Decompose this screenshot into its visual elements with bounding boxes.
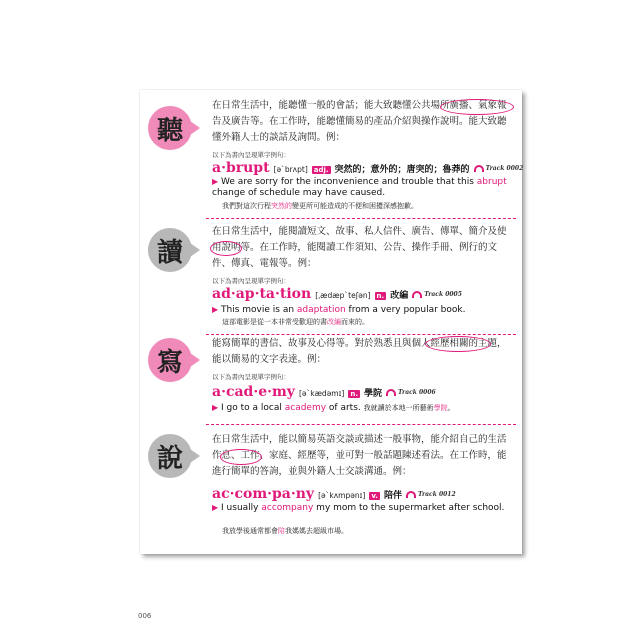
vocab-entry — [212, 486, 456, 502]
example-hint: 以下為書內呈現單字例句： — [212, 277, 290, 285]
audio-track[interactable]: Track 0005 — [412, 291, 462, 298]
section-divider — [206, 218, 516, 219]
part-of-speech: adj. — [313, 166, 329, 174]
badge-pointer — [190, 449, 200, 463]
skill-description: 在日常生活中，能以簡易英語交談或描述一般事物，能介紹自己的生活作息、工作、家庭、經歷等，並可對一般話題陳述看法。在工作時，能進行簡單的答詢，並與外籍人士交談溝通。例： — [212, 434, 507, 477]
part-of-speech: n. — [376, 292, 385, 300]
vocab-entry — [212, 286, 462, 302]
badge-pointer — [190, 243, 200, 257]
example-translation: 我放學後通常都會陪我媽媽去超級市場。 — [222, 527, 348, 535]
headphones-icon — [412, 291, 422, 298]
phonetic: [əˋbrʌpt] — [273, 165, 308, 174]
skill-badge-read: 讀 — [148, 228, 192, 272]
vocab-word: a·cad·e·my — [212, 384, 295, 400]
part-of-speech: n. — [350, 390, 358, 398]
vocab-word: ac·com·pa·ny — [212, 486, 315, 502]
meaning: 陪伴 — [383, 491, 402, 501]
skill-description: 能寫簡單的書信、故事及心得等。對於熟悉且與個人經歷相關的主題，能以簡易的文字表達。例： — [212, 338, 507, 365]
headphones-icon — [406, 491, 416, 498]
example-sentence: ▶ I usually accompany my mom to the supermarket after school. — [212, 503, 505, 513]
page-number: 006 — [138, 612, 152, 620]
audio-track[interactable]: Track 0012 — [406, 491, 456, 498]
headphones-icon — [386, 389, 396, 396]
headphones-icon — [474, 165, 484, 172]
highlight-circle — [425, 336, 491, 352]
vocab-entry — [212, 384, 436, 400]
badge-pointer — [190, 353, 200, 367]
example-hint: 以下為書內呈現單字例句： — [212, 373, 290, 381]
audio-track[interactable]: Track 0002 — [474, 165, 524, 172]
skill-badge-write: 寫 — [148, 338, 192, 382]
skill-description: 在日常生活中，能閱讀短文、故事、私人信件、廣告、傳單、簡介及使用說明等。在工作時，能閱讀工作須知、公告、操作手冊、例行的文件、傳真、電報等。例： — [212, 226, 507, 269]
section-divider — [206, 424, 516, 425]
meaning: 學院 — [364, 389, 383, 399]
meaning: 改編 — [390, 291, 409, 301]
skill-description: 在日常生活中，能聽懂一般的會話；能大致聽懂公共場所廣播、氣象報告及廣告等。在工作時，能聽懂簡易的產品介紹與操作說明。能大致聽懂外籍人士的談話及詢問。例： — [212, 100, 507, 143]
phonetic: [əˋkʌmpənɪ] — [318, 491, 366, 500]
bullet-triangle-icon: ▶ — [212, 403, 219, 412]
example-sentence: ▶ We are sorry for the inconvenience and trouble that this abrupt change of schedule may have caused. — [212, 177, 507, 198]
part-of-speech: v. — [371, 492, 378, 500]
highlight-circle — [220, 449, 262, 465]
example-sentence: ▶ I go to a local academy of arts. 我就讀於本地一所藝術學院。 — [212, 403, 455, 413]
highlight-circle — [210, 241, 242, 256]
bullet-triangle-icon: ▶ — [212, 177, 219, 186]
skill-badge-listen: 聽 — [148, 106, 192, 150]
highlight-circle — [440, 99, 514, 115]
phonetic: [ˌædæpˋteʃən] — [315, 291, 371, 300]
example-translation: 這部電影是從一本非常受歡迎的書改編而來的。 — [222, 318, 369, 326]
example-hint: 以下為書內呈現單字例句： — [212, 151, 290, 159]
bullet-triangle-icon: ▶ — [212, 305, 219, 314]
book-page — [140, 90, 522, 554]
phonetic: [əˋkædəmɪ] — [298, 389, 345, 398]
example-translation: 我們對這次行程突然的變更所可能造成的不便和困擾深感抱歉。 — [222, 202, 418, 210]
skill-badge-speak: 說 — [148, 434, 192, 478]
bullet-triangle-icon: ▶ — [212, 503, 219, 512]
example-sentence: ▶ This movie is an adaptation from a very popular book. — [212, 305, 466, 315]
vocab-word: a·brupt — [212, 160, 270, 176]
section-divider — [206, 334, 516, 335]
vocab-entry — [212, 160, 523, 176]
vocab-word: ad·ap·ta·tion — [212, 286, 312, 302]
badge-pointer — [190, 121, 200, 135]
meaning: 突然的；意外的；唐突的；魯莽的 — [334, 165, 470, 175]
audio-track[interactable]: Track 0006 — [386, 389, 436, 396]
